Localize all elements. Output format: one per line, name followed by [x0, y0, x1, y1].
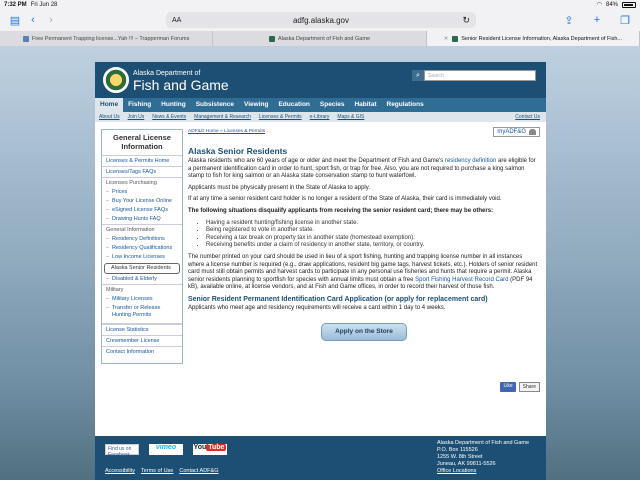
- youtube-you: You: [193, 444, 207, 451]
- paragraph-disqualify: The following situations disqualify applicants from receiving the senior resident card; there may be others:: [188, 207, 494, 214]
- sidebar-heading-general: General Information: [102, 224, 182, 235]
- nav-habitat[interactable]: Habitat: [354, 101, 377, 108]
- main-nav: [95, 98, 546, 112]
- forward-button[interactable]: ›: [49, 14, 53, 26]
- paragraph-timing: Applicants who meet age and residency requirements will receive a card within 1 day to 4 weeks.: [188, 304, 446, 311]
- breadcrumb-separator: »: [218, 129, 224, 134]
- tab-label: Senior Resident License Information, Alaska Department of Fish...: [461, 35, 623, 42]
- status-date: Fri Jun 28: [30, 1, 58, 8]
- footer-terms[interactable]: Terms of Use: [140, 468, 174, 474]
- breadcrumb-permits[interactable]: Licenses & Permits: [224, 129, 266, 134]
- sidebar-heading-military: Military: [102, 284, 182, 295]
- nav-home[interactable]: Home: [95, 98, 123, 112]
- address-line: P.O. Box 115526: [437, 447, 478, 453]
- breadcrumb: [188, 129, 540, 134]
- subnav-elibrary[interactable]: e-Library: [309, 114, 330, 120]
- adfg-logo[interactable]: [103, 67, 129, 93]
- tab-senior-resident[interactable]: [427, 31, 640, 46]
- nav-hunting[interactable]: Hunting: [161, 101, 186, 108]
- paragraph-card-number: [188, 254, 540, 292]
- list-item: • Receiving a tax break on property tax in another state (homestead exemption).: [206, 235, 540, 243]
- breadcrumb-home[interactable]: ADF&G Home: [188, 129, 219, 134]
- paragraph-void: If at any time a senior resident card holder is no longer a resident of the State of Alaska, their card is immediately void.: [188, 196, 502, 203]
- dept-name-small: Alaska Department of: [133, 70, 201, 77]
- page-title: Alaska Senior Residents: [188, 146, 288, 156]
- text: Alaska residents who are 60 years of age or older and meet the Department of Fish and Game's: [188, 158, 445, 164]
- search-icon[interactable]: ⌕: [412, 70, 424, 81]
- facebook-icon[interactable]: Find us on Facebook: [105, 444, 139, 455]
- disqualify-list: [206, 220, 540, 250]
- favicon-icon: [269, 36, 275, 42]
- sidebar: [101, 129, 183, 364]
- address-line: Alaska Department of Fish and Game: [437, 440, 530, 446]
- subnav-join[interactable]: Join Us: [127, 114, 145, 120]
- subnav-licenses[interactable]: Licenses & Permits: [258, 114, 302, 120]
- tab-trapperman[interactable]: [0, 31, 213, 46]
- subnav-contact[interactable]: Contact Us: [515, 114, 540, 120]
- sidebar-item-statistics[interactable]: License Statistics: [102, 324, 182, 335]
- sidebar-item-military-licenses[interactable]: – Military Licenses: [102, 295, 182, 304]
- office-locations-link[interactable]: Office Locations: [437, 468, 477, 474]
- status-bar: [0, 0, 640, 9]
- my-adfg-button[interactable]: [493, 127, 540, 137]
- address-line: Juneau, AK 99811-5526: [437, 461, 496, 467]
- sidebar-item-residency-definitions[interactable]: – Residency Definitions: [102, 235, 182, 244]
- text: (PDF 94 kB), available online, at license vendors, and at Fish and Game offices, in order to record their harvest of those fish.: [188, 276, 533, 291]
- sidebar-item-buy-online[interactable]: – Buy Your License Online: [102, 197, 182, 206]
- facebook-like-button[interactable]: Like: [500, 382, 515, 392]
- site-search: [412, 70, 536, 81]
- subnav-maps[interactable]: Maps & GIS: [337, 114, 365, 120]
- list-item: • Receiving benefits under a claim of residency in another state, territory, or country.: [206, 242, 540, 250]
- sidebar-toggle-icon[interactable]: ▤: [9, 14, 21, 27]
- footer-contact[interactable]: Contact ADF&G: [179, 468, 219, 474]
- new-tab-icon[interactable]: +: [593, 13, 601, 26]
- reader-font-button[interactable]: AA: [172, 16, 182, 24]
- favicon-icon: [23, 36, 29, 42]
- nav-regulations[interactable]: Regulations: [386, 101, 424, 108]
- sidebar-item-crewmember[interactable]: Crewmember License: [102, 335, 182, 346]
- battery-icon: [622, 2, 636, 8]
- content-body: [95, 122, 546, 390]
- footer-links: [105, 468, 219, 474]
- application-heading: Senior Resident Permanent Identification Card Application (or apply for replacement card): [188, 295, 488, 303]
- text: are eligible for a permanent identification card in order to hunt, sport fish, or trap for free. Also, you are not required to purchase a king salmon stamp to fish for king salmon or an Alaska state conservation stamp to hunt waterfowl.: [188, 158, 536, 180]
- tabs-overview-icon[interactable]: ❐: [620, 14, 630, 27]
- sidebar-item-drawing-faq[interactable]: – Drawing Hunts FAQ: [102, 215, 182, 224]
- subnav-about[interactable]: About Us: [99, 114, 120, 120]
- sidebar-item-transfer-permits[interactable]: – Transfer or Release Hunting Permits: [102, 304, 182, 320]
- share-button[interactable]: Share: [519, 382, 540, 392]
- sidebar-item-prices[interactable]: – Prices: [102, 188, 182, 197]
- site-header: [95, 62, 546, 98]
- list-item: • Being registered to vote in another state.: [206, 227, 540, 235]
- apply-on-store-button[interactable]: Apply on the Store: [321, 323, 407, 341]
- wifi-icon: ◠: [596, 2, 602, 8]
- sidebar-item-low-income[interactable]: – Low Income Licenses: [102, 253, 182, 262]
- nav-fishing[interactable]: Fishing: [128, 101, 152, 108]
- sidebar-item-residency-qualifications[interactable]: – Residency Qualifications: [102, 244, 182, 253]
- footer-address: [437, 440, 529, 475]
- tab-bar: [0, 31, 640, 46]
- address-bar[interactable]: [166, 12, 476, 28]
- tab-label: Free Permanent Trapping license...Yah !!! – Trapperman Forums: [31, 35, 190, 42]
- sidebar-item-disabled-elderly[interactable]: – Disabled & Elderly: [102, 275, 182, 284]
- sidebar-item-senior-residents[interactable]: Alaska Senior Residents: [104, 263, 180, 274]
- url-text: adfg.alaska.gov: [292, 15, 350, 25]
- sidebar-item-tags-faqs[interactable]: Licenses/Tags FAQs: [102, 166, 182, 177]
- residency-definition-link[interactable]: residency definition: [444, 158, 497, 164]
- search-input[interactable]: Search: [424, 70, 536, 81]
- social-share: [500, 382, 540, 392]
- share-icon[interactable]: ⇪: [564, 14, 574, 27]
- subnav-news[interactable]: News & Events: [152, 114, 187, 120]
- sidebar-heading-purchasing: Licenses Purchasing: [102, 177, 182, 188]
- status-right: [597, 1, 636, 8]
- main-content: [188, 129, 540, 390]
- nav-education[interactable]: Education: [278, 101, 310, 108]
- address-line: 1255 W. 8th Street: [437, 454, 483, 460]
- nav-subsistence[interactable]: Subsistence: [195, 101, 235, 108]
- browser-toolbar: [0, 9, 640, 31]
- harvest-record-card-link[interactable]: Sport Fishing Harvest Record Card: [415, 276, 509, 283]
- sidebar-item-permits-home[interactable]: Licenses & Permits Home: [102, 155, 182, 166]
- youtube-tube: Tube: [208, 444, 225, 451]
- footer-accessibility[interactable]: Accessibility: [105, 468, 135, 474]
- vimeo-icon[interactable]: vimeo: [149, 444, 183, 455]
- web-page: [95, 62, 546, 480]
- back-button[interactable]: ‹: [31, 14, 35, 26]
- sidebar-item-esigned-faqs[interactable]: – eSigned License FAQs: [102, 206, 182, 215]
- tab-label: Alaska Department of Fish and Game: [277, 35, 370, 42]
- list-item: • Having a resident hunting/fishing license in another state.: [206, 220, 540, 228]
- tab-adfg[interactable]: [213, 31, 426, 46]
- close-tab-icon[interactable]: ✕: [443, 35, 449, 42]
- status-time: 7:32 PM: [4, 1, 27, 8]
- site-footer: [95, 436, 546, 480]
- subnav-management[interactable]: Management & Research: [194, 114, 251, 120]
- sidebar-item-contact[interactable]: Contact Information: [102, 346, 182, 357]
- paragraph-eligibility: [188, 158, 540, 181]
- paragraph-presence: Applicants must be physically present in the State of Alaska to apply.: [188, 184, 370, 191]
- sub-nav: [95, 112, 546, 122]
- text: The number printed on your card should be used in lieu of a sport fishing, hunting and trapping license number in all instances where a license number is required (e.g., draw applications, resident big game tags, harvest tickets, etc.). Holders of senior resident card must still obtain permits and harvest cards to participate in any personal use fisheries and hunts that require a permit. Alaska senior residents planning to sportfish for species with annual limits must obtain a free: [188, 253, 538, 283]
- nav-species[interactable]: Species: [319, 101, 345, 108]
- dept-name-large: Fish and Game: [133, 77, 229, 93]
- battery-percent: 84%: [605, 1, 618, 8]
- nav-viewing[interactable]: Viewing: [244, 101, 269, 108]
- toolbar-actions: [560, 14, 634, 27]
- user-icon: [529, 129, 536, 135]
- youtube-icon[interactable]: [193, 444, 227, 455]
- sidebar-title: General License Information: [113, 133, 171, 151]
- favicon-icon: [452, 36, 458, 42]
- reload-icon[interactable]: ↻: [462, 14, 470, 25]
- social-icons: [105, 444, 227, 458]
- my-adfg-label: myADF&G: [497, 129, 526, 135]
